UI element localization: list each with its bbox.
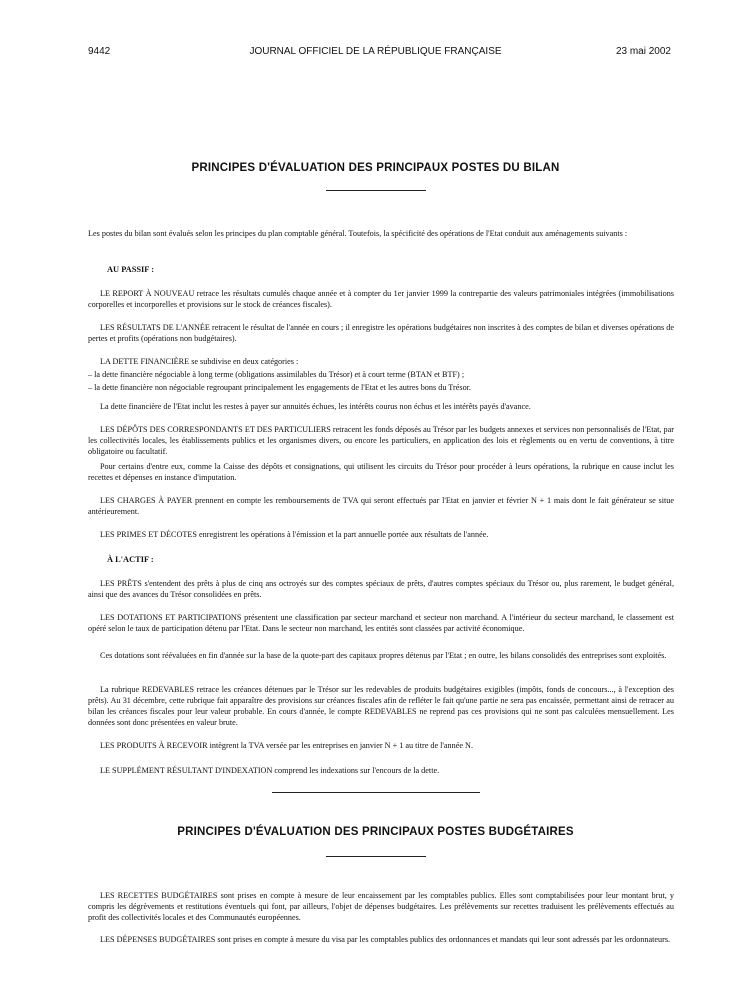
dotations-note: Ces dotations sont réévaluées en fin d'année sur la base de la quote-part des capitaux propres détenus par l'Etat ; en outre, les bilans consolidés des entreprises sont exploités. <box>100 651 667 660</box>
dotations-paragraph: LES DOTATIONS ET PARTICIPATIONS présentent une classification par secteur marchand et secteur non marchand. A l'intérieur du secteur marchand, le classement est opéré selon le taux de participation détenu par l'Etat. Dans le secteur non marchand, les entités sont classées par activité économique. <box>88 613 674 633</box>
journal-title: JOURNAL OFFICIEL DE LA RÉPUBLIQUE FRANÇAISE <box>249 46 502 57</box>
produits-paragraph: LES PRODUITS À RECEVOIR intègrent la TVA versée par les entreprises en janvier N + 1 au titre de l'année N. <box>100 741 474 750</box>
section-title-budgetaires: PRINCIPES D'ÉVALUATION DES PRINCIPAUX POSTES BUDGÉTAIRES <box>177 826 574 838</box>
dette-item-non-negociable: – la dette financière non négociable regroupant principalement les engagements de l'Etat et les autres bons du Trésor. <box>88 383 471 392</box>
charges-paragraph: LES CHARGES À PAYER prennent en compte les remboursements de TVA qui seront effectués par l'Etat en janvier et février N + 1 mais dont le fait générateur se situe antérieurement. <box>88 496 674 516</box>
actif-heading: À L'ACTIF : <box>107 555 154 564</box>
publication-date: 23 mai 2002 <box>615 46 671 57</box>
title-separator-2 <box>326 856 426 857</box>
depots-note: Pour certains d'entre eux, comme la Caisse des dépôts et consignations, qui utilisent les circuits du Trésor pour procéder à leurs opérations, la rubrique en cause inclut les recettes et dépenses en instance d'imputation. <box>88 462 674 482</box>
section-separator <box>272 792 480 793</box>
passif-heading: AU PASSIF : <box>107 265 154 274</box>
dette-intro: LA DETTE FINANCIÈRE se subdivise en deux catégories : <box>100 357 299 366</box>
intro-paragraph: Les postes du bilan sont évalués selon les principes du plan comptable général. Toutefois, la spécificité des opérations de l'Etat conduit aux aménagements suivants : <box>88 229 628 238</box>
supplement-paragraph: LE SUPPLÉMENT RÉSULTANT D'INDEXATION comprend les indexations sur l'encours de la dette. <box>100 766 440 775</box>
title-separator <box>326 190 426 191</box>
redevables-paragraph: La rubrique REDEVABLES retrace les créances détenues par le Trésor sur les redevables de produits budgétaires exigibles (impôts, fonds de concours..., à l'exception des prêts). Au 31 décembre, cette rubrique fait apparaître des provisions sur créances fiscales afin de refléter le fait qu'une partie ne sera pas encaissée, permettant ainsi de retracer au bilan les créances fiscales pour leur valeur probable. En cours d'année, le compte REDEVABLES ne reprend pas ces provisions qui ne sont pas calculées mensuellement. Les données sont donc présentées en valeur brute. <box>88 685 674 727</box>
recettes-paragraph: LES RECETTES BUDGÉTAIRES sont prises en compte à mesure de leur encaissement par les comptables publics. Elles sont comptabilisées pour leur montant brut, y compris les dégrèvements et restitutions éventuels qui font, par ailleurs, l'objet de dépenses budgétaires. Les prélèvements sur recettes traduisent les prélèvements effectués au profit des collectivités locales et des Communautés européennes. <box>88 891 674 922</box>
resultats-paragraph: LES RÉSULTATS DE L'ANNÉE retracent le résultat de l'année en cours ; il enregistre les opérations budgétaires non inscrites à des comptes de bilan et diverses opérations de pertes et profits (opérations non budgétaires). <box>88 323 674 343</box>
depenses-paragraph: LES DÉPENSES BUDGÉTAIRES sont prises en compte à mesure du visa par les comptables publics des ordonnances et mandats qui leur sont adressés par les ordonnateurs. <box>100 935 671 944</box>
depots-paragraph: LES DÉPÔTS DES CORRESPONDANTS ET DES PARTICULIERS retracent les fonds déposés au Trésor par les budgets annexes et services non personnalisés de l'Etat, par les collectivités locales, les établissements publics et les organismes divers, ou encore les particuliers, en application des lois et règlements ou en vertu de conventions, à titre obligatoire ou facultatif. <box>88 425 674 456</box>
page-number: 9442 <box>88 46 111 57</box>
report-paragraph: LE REPORT À NOUVEAU retrace les résultats cumulés chaque année et à compter du 1er janvier 1999 la contrepartie des valeurs patrimoniales intégrées (immobilisations corporelles et incorporelles et provisions sur le stock de créances fiscales). <box>88 289 674 309</box>
section-title-bilan: PRINCIPES D'ÉVALUATION DES PRINCIPAUX POSTES DU BILAN <box>191 162 560 174</box>
prets-paragraph: LES PRÊTS s'entendent des prêts à plus de cinq ans octroyés sur des comptes spéciaux de prêts, d'autres comptes spéciaux du Trésor ou, plus rarement, le budget général, ainsi que des avances du Trésor consolidées en prêts. <box>88 579 674 599</box>
dette-item-negociable: – la dette financière négociable à long terme (obligations assimilables du Trésor) et à court terme (BTAN et BTF) ; <box>88 370 465 379</box>
dette-note: La dette financière de l'Etat inclut les restes à payer sur annuités échues, les intérêts courus non échus et les intérêts payés d'avance. <box>100 402 531 411</box>
primes-paragraph: LES PRIMES ET DÉCOTES enregistrent les opérations à l'émission et la part annuelle portée aux résultats de l'année. <box>100 530 489 539</box>
